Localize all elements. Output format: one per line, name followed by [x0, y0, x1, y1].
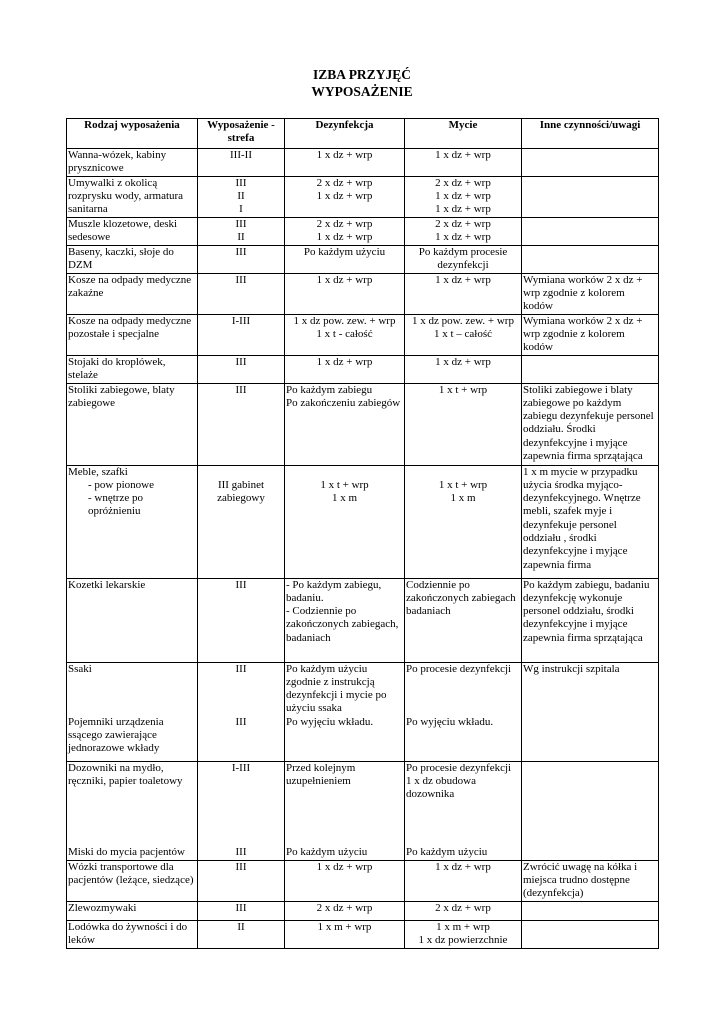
- cell-strefa: III-II: [198, 149, 285, 177]
- cell-dezynfekcja: 1 x dz + wrp: [285, 273, 405, 314]
- cell-uwagi: [522, 176, 659, 217]
- cell-strefa: III: [198, 860, 285, 901]
- cell-mycie-pojemniki: Po wyjęciu wkładu.: [406, 715, 494, 728]
- cell-uwagi: [522, 761, 659, 860]
- document-subtitle: WYPOSAŻENIE: [311, 84, 413, 99]
- cell-strefa: I-III: [198, 314, 285, 355]
- table-row: [67, 314, 659, 355]
- cell-mycie-miski: Po każdym użyciu: [406, 845, 488, 858]
- header-uwagi: Inne czynności/uwagi: [522, 119, 659, 149]
- cell-dezynfekcja: - Po każdym zabiegu, badaniu. - Codziennie po zakończonych zabiegach, badaniach: [285, 578, 405, 662]
- header-dezynfekcja: Dezynfekcja: [285, 119, 405, 149]
- header-strefa: Wyposażenie - strefa: [198, 119, 285, 149]
- cell-uwagi: Zwrócić uwagę na kółka i miejsca trudno dostępne (dezynfekcja): [522, 860, 659, 901]
- cell-uwagi: Wymiana worków 2 x dz + wrp zgodnie z kolorem kodów: [522, 273, 659, 314]
- table-row: [67, 383, 659, 465]
- table-row: [67, 860, 659, 901]
- table-row: [67, 920, 659, 948]
- cell-uwagi: [522, 355, 659, 383]
- cell-strefa-text: III gabinet zabiegowy: [217, 478, 265, 504]
- cell-rodzaj: Wanna-wózek, kabiny prysznicowe: [67, 149, 198, 177]
- cell-dezynfekcja-ssaki: Po każdym użyciu zgodnie z instrukcją dezynfekcji i mycie po użyciu ssaka: [286, 662, 387, 715]
- table-row: [67, 149, 659, 177]
- cell-strefa: III: [198, 383, 285, 465]
- table-row: [67, 176, 659, 217]
- cell-uwagi: [522, 149, 659, 177]
- cell-rodzaj-dozowniki: Dozowniki na mydło, ręczniki, papier toaletowy: [68, 761, 183, 787]
- cell-dezynfekcja: [285, 465, 405, 578]
- cell-rodzaj: [67, 662, 198, 761]
- table-row: [67, 465, 659, 578]
- cell-strefa: III: [198, 578, 285, 662]
- cell-rodzaj: Stoliki zabiegowe, blaty zabiegowe: [67, 383, 198, 465]
- cell-mycie: 1 x m + wrp 1 x dz powierzchnie: [405, 920, 522, 948]
- cell-mycie: [405, 761, 522, 860]
- cell-uwagi: 1 x m mycie w przypadku użycia środka myjąco-dezynfekcyjnego. Wnętrze mebli, szafek myje i dezynfekuje personel oddziału , środki dezynfekcyjne i myjące zapewnia firma: [522, 465, 659, 578]
- table-row: [67, 901, 659, 920]
- cell-rodzaj-ssaki: Ssaki: [68, 662, 92, 675]
- cell-uwagi: Po każdym zabiegu, badaniu dezynfekcję wykonuje personel oddziału, środki dezynfekcyjne i myjące zapewnia firma sprzątająca: [522, 578, 659, 662]
- cell-dezynfekcja: Po każdym użyciu: [285, 245, 405, 273]
- cell-dezynfekcja: 1 x dz + wrp: [285, 860, 405, 901]
- cell-strefa: III: [198, 355, 285, 383]
- cell-mycie: 1 x dz + wrp: [405, 149, 522, 177]
- cell-rodzaj: Zlewozmywaki: [67, 901, 198, 920]
- cell-rodzaj: Stojaki do kroplówek, stelaże: [67, 355, 198, 383]
- cell-uwagi: [522, 245, 659, 273]
- cell-mycie: 1 x dz pow. zew. + wrp 1 x t – całość: [405, 314, 522, 355]
- cell-rodzaj: Baseny, kaczki, słoje do DZM: [67, 245, 198, 273]
- cell-strefa: III: [198, 901, 285, 920]
- header-rodzaj: Rodzaj wyposażenia: [67, 119, 198, 149]
- cell-mycie: Codziennie po zakończonych zabiegach badaniach: [405, 578, 522, 662]
- table-row: [67, 355, 659, 383]
- cell-mycie: Po każdym procesie dezynfekcji: [405, 245, 522, 273]
- cell-dezynfekcja-text: 1 x t + wrp 1 x m: [320, 478, 369, 504]
- cell-mycie: [405, 662, 522, 761]
- cell-rodzaj-sub-pionowe: - pow pionowe: [88, 478, 154, 491]
- cell-mycie: 2 x dz + wrp 1 x dz + wrp 1 x dz + wrp: [405, 176, 522, 217]
- cell-rodzaj: Umywalki z okolicą rozprysku wody, armatura sanitarna: [67, 176, 198, 217]
- cell-rodzaj: [67, 761, 198, 860]
- cell-mycie: 1 x dz + wrp: [405, 860, 522, 901]
- cell-uwagi: [522, 920, 659, 948]
- cell-mycie-text: 1 x t + wrp 1 x m: [438, 478, 488, 504]
- cell-dezynfekcja: 2 x dz + wrp 1 x dz + wrp: [285, 217, 405, 245]
- cell-strefa-dozowniki: I-III: [231, 761, 251, 774]
- table-row: [67, 662, 659, 761]
- cell-uwagi: Wymiana worków 2 x dz + wrp zgodnie z kolorem kodów: [522, 314, 659, 355]
- cell-rodzaj: Muszle klozetowe, deski sedesowe: [67, 217, 198, 245]
- header-mycie: Mycie: [405, 119, 522, 149]
- cell-uwagi: [522, 901, 659, 920]
- cell-dezynfekcja: [285, 662, 405, 761]
- equipment-table: [66, 118, 659, 949]
- cell-dezynfekcja: 1 x dz + wrp: [285, 149, 405, 177]
- cell-mycie: 2 x dz + wrp: [405, 901, 522, 920]
- cell-dezynfekcja: 1 x dz pow. zew. + wrp 1 x t - całość: [285, 314, 405, 355]
- cell-strefa: [198, 465, 285, 578]
- cell-rodzaj-sub-wnetrze: - wnętrze po opróżnieniu: [88, 492, 143, 518]
- cell-mycie-ssaki: Po procesie dezynfekcji: [406, 662, 512, 675]
- cell-strefa-pojemniki: III: [235, 715, 247, 728]
- document-title: IZBA PRZYJĘĆ: [313, 67, 411, 82]
- cell-dezynfekcja-pojemniki: Po wyjęciu wkładu.: [286, 715, 374, 728]
- cell-strefa: III: [198, 273, 285, 314]
- cell-dezynfekcja: 2 x dz + wrp 1 x dz + wrp: [285, 176, 405, 217]
- table-row: [67, 245, 659, 273]
- cell-rodzaj-miski: Miski do mycia pacjentów: [68, 845, 186, 858]
- table-row: [67, 578, 659, 662]
- cell-rodzaj: [67, 465, 198, 578]
- cell-rodzaj: Kosze na odpady medyczne zakaźne: [67, 273, 198, 314]
- cell-strefa: III II I: [198, 176, 285, 217]
- cell-dezynfekcja: [285, 761, 405, 860]
- cell-dezynfekcja: 1 x m + wrp: [285, 920, 405, 948]
- table-row: [67, 273, 659, 314]
- table-row: [67, 217, 659, 245]
- cell-mycie: 1 x dz + wrp: [405, 355, 522, 383]
- cell-uwagi: [522, 217, 659, 245]
- cell-strefa: [198, 662, 285, 761]
- cell-dezynfekcja-dozowniki: Przed kolejnym uzupełnieniem: [286, 761, 356, 787]
- cell-rodzaj: Lodówka do żywności i do leków: [67, 920, 198, 948]
- cell-rodzaj: Wózki transportowe dla pacjentów (leżące, siedzące): [67, 860, 198, 901]
- cell-rodzaj: Kozetki lekarskie: [67, 578, 198, 662]
- cell-mycie: 1 x dz + wrp: [405, 273, 522, 314]
- cell-mycie: 1 x t + wrp: [405, 383, 522, 465]
- cell-mycie: 2 x dz + wrp 1 x dz + wrp: [405, 217, 522, 245]
- cell-strefa: II: [198, 920, 285, 948]
- table-row: [67, 761, 659, 860]
- cell-mycie: [405, 465, 522, 578]
- cell-uwagi: Stoliki zabiegowe i blaty zabiegowe po każdym zabiegu dezynfekuje personel oddziału. Środki dezynfekcyjne i myjące zapewnia firma sprzątająca: [522, 383, 659, 465]
- cell-strefa: III II: [198, 217, 285, 245]
- cell-rodzaj-main: Meble, szafki: [68, 465, 128, 478]
- cell-strefa-ssaki: III: [235, 662, 247, 675]
- cell-strefa: III: [198, 245, 285, 273]
- cell-dezynfekcja: Po każdym zabiegu Po zakończeniu zabiegów: [285, 383, 405, 465]
- cell-strefa: [198, 761, 285, 860]
- cell-dezynfekcja: 2 x dz + wrp: [285, 901, 405, 920]
- cell-dezynfekcja: 1 x dz + wrp: [285, 355, 405, 383]
- table-header-row: [67, 119, 659, 149]
- cell-uwagi: Wg instrukcji szpitala: [522, 662, 659, 761]
- cell-mycie-dozowniki: Po procesie dezynfekcji 1 x dz obudowa dozownika: [406, 761, 512, 801]
- cell-dezynfekcja-miski: Po każdym użyciu: [286, 845, 368, 858]
- cell-rodzaj-pojemniki: Pojemniki urządzenia ssącego zawierające jednorazowe wkłady: [68, 715, 164, 755]
- cell-rodzaj: Kosze na odpady medyczne pozostałe i specjalne: [67, 314, 198, 355]
- cell-strefa-miski: III: [235, 845, 247, 858]
